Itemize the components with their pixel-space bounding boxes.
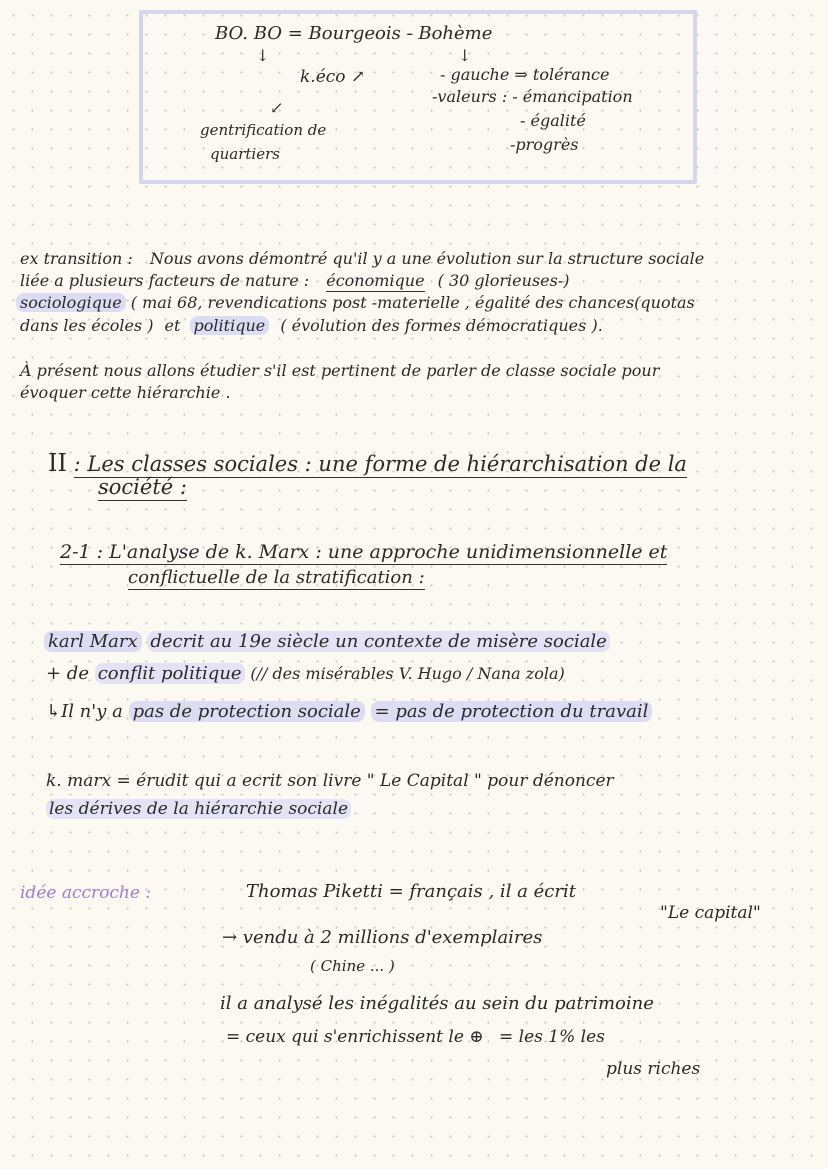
transition-line-1 (20, 250, 704, 268)
transition-line-3 (16, 294, 695, 312)
keyword-economique: économique (326, 271, 425, 290)
marx-line-1 (44, 632, 610, 652)
transition-text-4c: ( évolution des formes démocratiques ). (280, 316, 603, 335)
transition-line-2 (20, 272, 569, 290)
keyword-sociologique: sociologique (16, 293, 126, 312)
transition-text-3: ( mai 68, revendications post -materielle , égalité des chances(quotas (130, 293, 695, 312)
boheme-item-3: - égalité (520, 111, 586, 130)
hook-line-5 (226, 1028, 605, 1047)
section-heading-line-1 (48, 450, 687, 476)
present-line-2: évoquer cette hiérarchie . (20, 383, 231, 402)
hook-text-5c: = les 1% les (498, 1027, 605, 1047)
subsection-title-1: 2-1 : L'analyse de k. Marx : une approche unidimensionnelle et (60, 541, 668, 563)
subsection-line-1 (60, 542, 667, 563)
transition-label: ex transition : (20, 249, 133, 268)
subsection-title-2: conflictuelle de la stratification : (128, 567, 425, 588)
marx-text-3a: ↳Il n'y a (46, 701, 123, 722)
bobo-title: BO. BO = Bourgeois - Bohème (215, 23, 493, 44)
hook-line-6: plus riches (606, 1059, 701, 1079)
hook-text-5a: = ceux qui s'enrichissent le (226, 1027, 464, 1047)
keyword-protection-sociale: pas de protection sociale (129, 701, 365, 722)
transition-line-4 (20, 317, 603, 335)
marx-line-3 (46, 702, 652, 722)
transition-text-1: Nous avons démontré qu'il y a une évolution sur la structure sociale (149, 249, 705, 268)
down-arrow-icon: ↓ (256, 46, 270, 65)
hook-line-2: → vendu à 2 millions d'exemplaires (222, 927, 543, 948)
keyword-conflit-politique: conflit politique (95, 663, 245, 684)
section-heading-line-2 (98, 476, 187, 499)
gentrification-line-1: gentrification de (200, 121, 327, 139)
gentrification-line-2: quartiers (210, 145, 280, 163)
section-title-2: société : (98, 475, 187, 499)
hook-line-1b: "Le capital" (660, 903, 761, 923)
transition-text-2: liée a plusieurs facteurs de nature : (20, 271, 310, 290)
hook-line-3: ( Chine ... ) (310, 957, 395, 975)
marx-line-4: k. marx = érudit qui a ecrit son livre " Le Capital " pour dénoncer (46, 771, 614, 791)
present-line-1: À présent nous allons étudier s'il est pertinent de parler de classe sociale pour (20, 361, 660, 380)
section-title-1: : Les classes sociales : une forme de hiérarchisation de la (73, 452, 687, 476)
subsection-line-2 (128, 568, 425, 588)
hook-line-1: Thomas Piketti = français , il a écrit (246, 881, 576, 902)
marx-text-1: decrit au 19e siècle un contexte de misère sociale (147, 631, 609, 652)
keyword-protection-travail: = pas de protection du travail (371, 701, 653, 722)
transition-text-2b: ( 30 glorieuses-) (437, 271, 570, 290)
boheme-item-4: -progrès (510, 135, 579, 154)
hook-line-4: il a analysé les inégalités au sein du patrimoine (220, 993, 654, 1014)
marx-text-2c: (// des misérables V. Hugo / Nana zola) (250, 664, 565, 683)
transition-text-4b: et (164, 316, 181, 335)
hook-label: idée accroche : (20, 883, 152, 903)
circled-plus-icon: ⊕ (469, 1027, 484, 1047)
marx-text-2a: + de (46, 663, 89, 684)
section-number: II (48, 449, 67, 477)
boheme-item-1: - gauche ⇒ tolérance (440, 65, 610, 84)
marx-text-5: les dérives de la hiérarchie sociale (46, 799, 351, 819)
marx-line-2 (46, 664, 565, 684)
eco-branch: k.éco ↗ (300, 67, 366, 87)
down-left-arrow-icon: ↙ (270, 98, 284, 117)
down-arrow-icon: ↓ (458, 46, 472, 65)
keyword-politique: politique (190, 316, 270, 335)
marx-line-5 (46, 800, 351, 819)
boheme-item-2: -valeurs : - émancipation (432, 87, 633, 106)
transition-text-4: dans les écoles ) (20, 316, 154, 335)
keyword-karl-marx: karl Marx (44, 631, 142, 652)
